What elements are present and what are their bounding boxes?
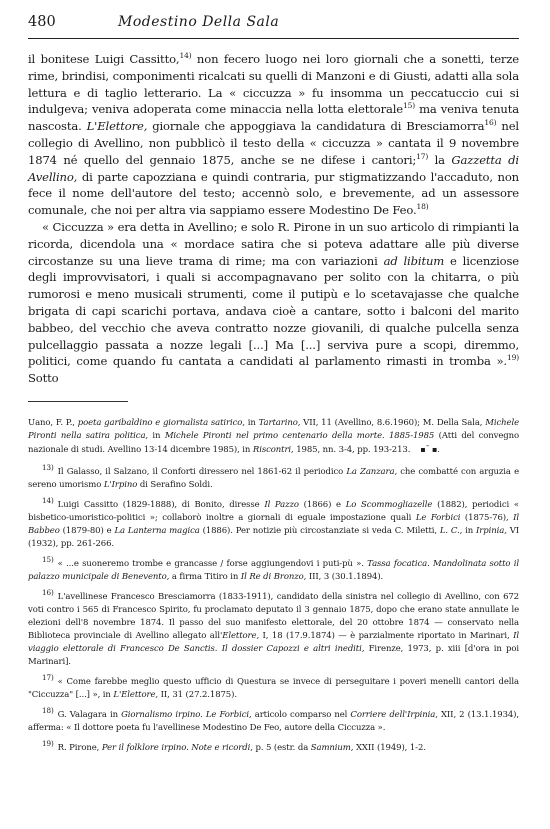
text-run: L'avellinese Francesco Bresciamorra (1833-1911), candidato della sinistra nel collegio di Avellino, con 672 voti contro i 565 di Francesco Spirito, fu proclamato deputato il 3 gennaio 1875, dopo che erano state annullate le elezioni dell'8 novembre 1874. Il passo del suo manifesto elettorale, del 20 ottobre 1874 — conservato nella Biblioteca provinciale di Avellino allegato all' xyxy=(28,591,519,641)
text-run: nel collegio di Avellino, non pubblicò il testo della « ciccuzza » cantata il 9 novembre 1874 né quello del gennaio 1875, anche se ne difese i cantori; xyxy=(28,119,519,167)
footnote-ref-18[interactable]: 18) xyxy=(416,202,429,212)
title: L. C., xyxy=(439,525,463,536)
title: L'Elettore, xyxy=(113,689,158,700)
text-run: (1886). Per notizie più circostanziate si veda C. Miletti, xyxy=(199,525,440,536)
text-run: II, 31 (27.2.1875). xyxy=(158,689,237,700)
text-run: I, 18 (17.9.1874) — è parzialmente riportato in Marinari, xyxy=(259,630,514,641)
footnote-number: 13) xyxy=(42,463,54,473)
title: Il Pazzo xyxy=(264,499,299,510)
page xyxy=(28,14,519,762)
footnote-17 xyxy=(28,673,519,702)
title: Il Re di Bronzo, xyxy=(240,571,307,582)
footnote-number: 14) xyxy=(42,496,54,506)
title: La Lanterna magica xyxy=(114,525,200,536)
text-run: in xyxy=(244,417,259,428)
footnote-number: 19) xyxy=(42,739,54,749)
text-run: p. 5 (estr. da xyxy=(252,742,311,753)
text-run: a firma Titiro in xyxy=(169,571,241,582)
title: Per il folklore irpino. Note e ricordi, xyxy=(101,742,253,753)
footnotes xyxy=(28,417,519,755)
footnote-13 xyxy=(28,463,519,492)
text-run: Luigi Cassitto (1829-1888), di Bonito, diresse xyxy=(57,499,265,510)
text-run: (1882), periodici « bisbetico-umoristico-politici »; collaborò inoltre a giornali di eguale impostazione quali xyxy=(28,499,519,523)
text-run: che combatté con arguzia e sereno umorismo xyxy=(28,466,519,490)
text-run: in xyxy=(148,430,165,441)
text-run: XII, 2 (13.1.1934), afferma: « Il dottore poeta fu l'avellinese Modestino De Feo, autore della Ciccuzza ». xyxy=(28,709,520,733)
main-text xyxy=(28,51,519,387)
footnote-14 xyxy=(28,496,519,551)
text-run: di parte capozziana e quindi contraria, pur stigmatizzando l'accaduto, non fece il nome dell'autore del testo; accennò solo, e brevemente, ad un assessore comunale, che noi per altra via sappiamo essere Modestino De Feo. xyxy=(28,169,519,218)
title: Irpinia, xyxy=(476,525,507,536)
running-title: Modestino Della Sala xyxy=(118,14,280,30)
footnote-ref-16[interactable]: 16) xyxy=(484,118,497,128)
footnote-ref-14[interactable]: 14) xyxy=(179,51,192,61)
title: Michele Pironti nel primo centenario della morte. 1885-1985 xyxy=(164,430,435,441)
footnote-15 xyxy=(28,555,519,584)
page-number: 480 xyxy=(28,14,56,30)
text-run: non fecero luogo nei loro giornali che a sonetti, terze rime, brindisi, componimenti ricalcati su quelli di Manzoni e di Giusti, adatti alla sola lettura e di taglio letterario. La « ciccuzza » fu insomma un peccatuccio cui si indulgeva; veniva adoperata come minaccia nella lotta elettorale xyxy=(28,52,519,117)
text-run: Sotto xyxy=(28,371,59,386)
text-run: ma veniva tenuta nascosta. xyxy=(28,102,519,134)
title: La Zanzara, xyxy=(346,466,398,477)
text-run: (1879-80) e xyxy=(59,525,115,536)
footnote-18 xyxy=(28,706,520,735)
title: poeta garibaldino e giornalista satirico, xyxy=(77,417,245,428)
title: L'Irpino xyxy=(103,479,138,490)
text-run: la xyxy=(428,152,452,167)
title: Samnium, xyxy=(310,742,354,753)
text-run: III, 3 (30.1.1894). xyxy=(306,571,384,582)
title: Le Forbici xyxy=(415,512,461,523)
footnote-number: 15) xyxy=(42,555,54,565)
text-run: di Serafino Soldi. xyxy=(137,479,213,490)
footnote-19 xyxy=(28,739,519,755)
emphasis: ad libitum xyxy=(383,253,445,268)
text-run: Firenze, 1973, p. xiii [d'ora in poi Marinari]. xyxy=(28,643,519,667)
footnote-number: 18) xyxy=(42,706,54,716)
footnote-number: 17) xyxy=(42,673,54,683)
page-header xyxy=(28,14,519,39)
footnote-ref-19[interactable]: 19) xyxy=(506,353,519,363)
title: Riscontri, xyxy=(252,444,294,455)
text-run: articolo comparso nel xyxy=(251,709,351,720)
text-run: giornale che appoggiava la candidatura di Bresciamorra xyxy=(147,119,485,134)
footnote-ref-15[interactable]: 15) xyxy=(403,101,416,111)
paragraph-2 xyxy=(28,219,519,387)
title: Giornalismo irpino. Le Forbici, xyxy=(121,709,252,720)
text-run: R. Pirone, xyxy=(57,742,102,753)
paragraph-1 xyxy=(28,51,519,219)
ink-mark-icon: ▪ˉ ▪. xyxy=(420,444,440,454)
text-run: il bonitese Luigi Cassitto, xyxy=(28,52,180,66)
footnote-continuation xyxy=(28,417,519,457)
text-run: Il Galasso, il Salzano, il Conforti diressero nel 1861-62 il periodico xyxy=(57,466,347,477)
text-run: (1866) e xyxy=(298,499,346,510)
footnote-ref-17[interactable]: 17) xyxy=(416,151,429,161)
title: Tartarino, xyxy=(258,417,301,428)
text-run: e licenziose degli improvvisatori, i quali si accompagnavano per solito con la chitarra, o più rumorosi e meno musicali strumenti, come il putipù e lo scetavajasse che qualche brigata di capi scarichi portava, andava cioè a cantare, sotto i balconi del marito babbeo, del vecchio che aveva contratto nozze giovanili, di qualche pulcella senza pulcellaggio passata a nozze legali [...] Ma [...] serviva pure a scopi, diremmo, politici, come quando fu cantata a candidati al parlamento rimasti in tromba ». xyxy=(28,253,519,369)
text-run: 1985, nn. 3-4, pp. 193-213. xyxy=(293,444,411,455)
title: Il viaggio elettorale di Francesco De Sanctis. Il dossier Capozzi e altri inediti, xyxy=(28,630,519,654)
title: Michele Pironti nella satira politica, xyxy=(28,417,520,441)
footnote-divider xyxy=(28,401,128,402)
text-run: VII, 11 (Avellino, 8.6.1960); M. Della Sala, xyxy=(300,417,486,428)
title: Il Babbeo xyxy=(28,512,519,536)
text-run: « Come farebbe meglio questo ufficio di Questura se invece di perseguitare i poveri menelli cantori della "Ciccuzza" [...] », in xyxy=(28,676,519,700)
journal-title: Gazzetta di Avellino, xyxy=(28,152,519,184)
text-run: « Ciccuzza » era detta in Avellino; e solo R. Pirone in un suo articolo di rimpianti la ricorda, dicendola una « mordace satira che si poteva adattare alle più diverse circostanze su una lieve trama di rime; ma con variazioni xyxy=(28,219,519,268)
journal-title: L'Elettore, xyxy=(86,119,148,134)
title: Lo Scommogliazelle xyxy=(345,499,433,510)
text-run: (Atti del convegno nazionale di studi. Avellino 13-14 dicembre 1985), in xyxy=(28,430,520,455)
title: Corriere dell'Irpinia, xyxy=(350,709,438,720)
title: Tassa focatica. Mandolinata sotto il palazzo municipale di Benevento, xyxy=(28,558,519,582)
title: Elettore, xyxy=(222,630,260,641)
footnote-16 xyxy=(28,588,519,669)
text-run: in xyxy=(462,525,477,536)
text-run: « ...e suoneremo trombe e grancasse / forse aggiungendovi i puti-pù ». xyxy=(57,558,368,569)
text-run: VI (1932), pp. 261-266. xyxy=(28,525,519,549)
footnote-number: 16) xyxy=(42,588,54,598)
text-run: (1875-76), xyxy=(460,512,514,523)
text-run: XXII (1949), 1-2. xyxy=(353,742,426,753)
text-run: G. Valagara in xyxy=(57,709,122,720)
text-run: Uano, F. P., xyxy=(28,417,78,428)
